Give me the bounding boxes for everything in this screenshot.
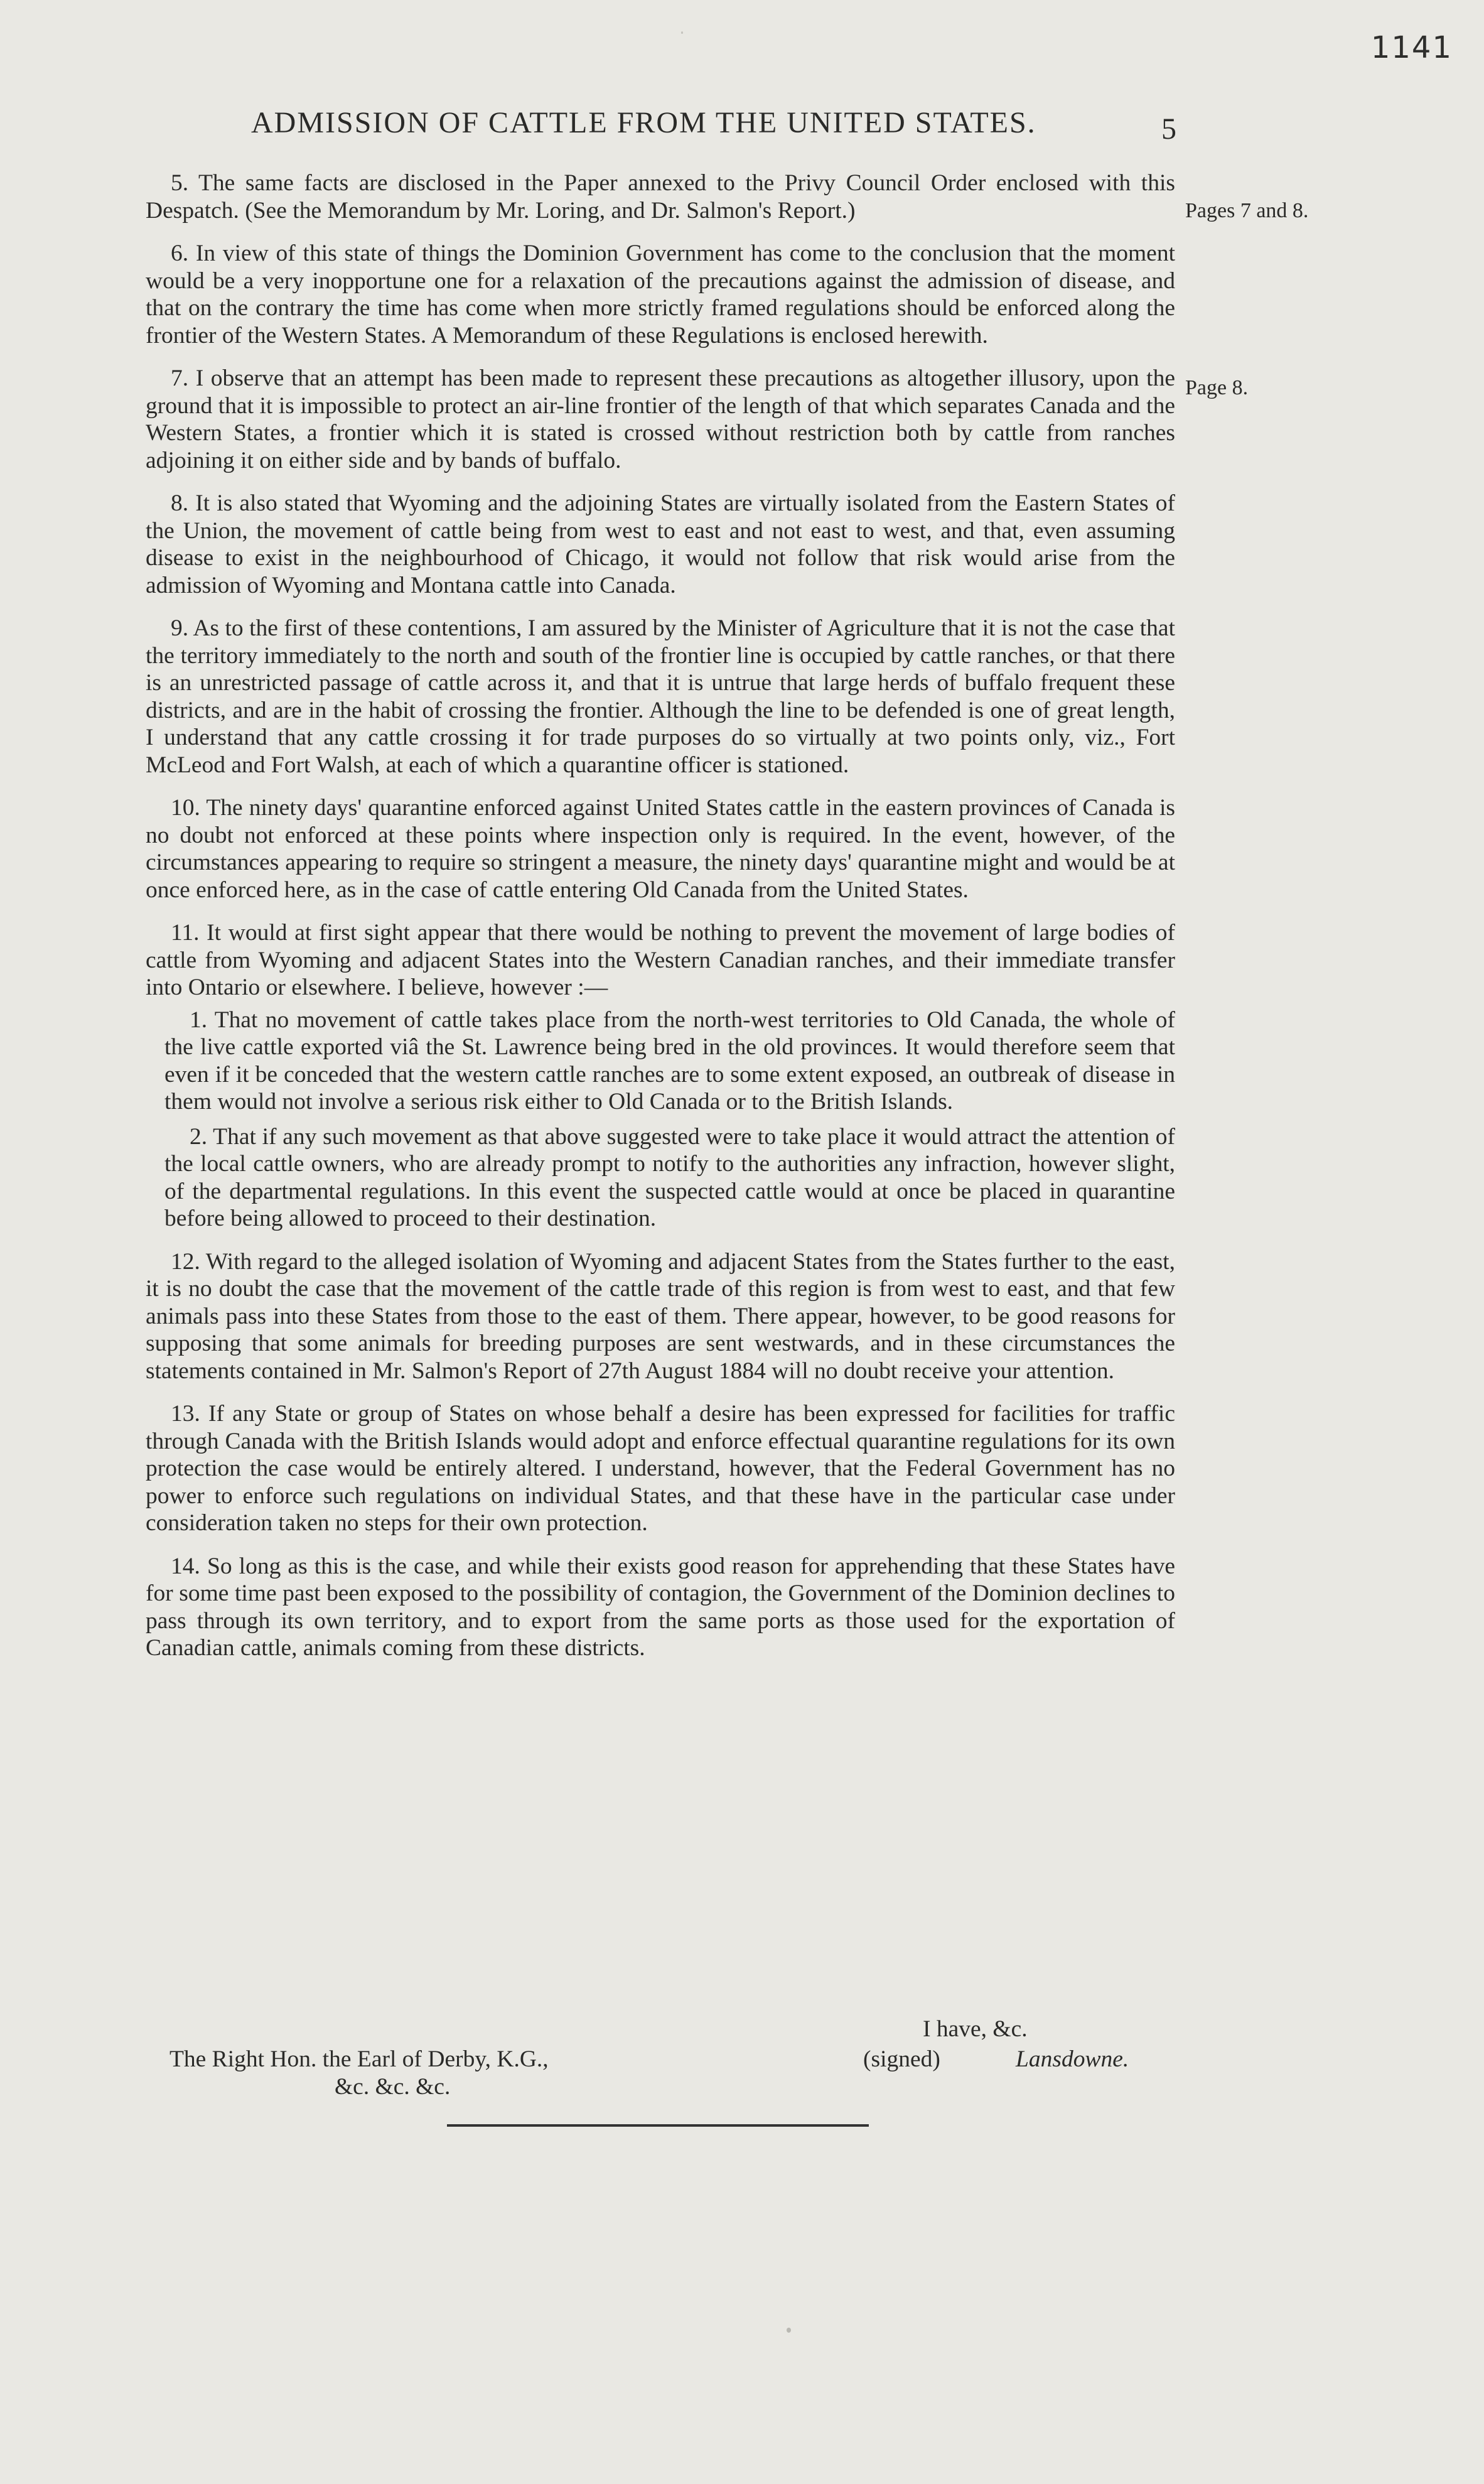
page-number: 5: [1161, 112, 1176, 146]
subpoint-1: 1. That no movement of cattle takes place from the north-west territories to Old Canada, the whole of the live cattle exported viâ the St. Lawrence being bred in the old provinces. It would therefore seem that even if it be conceded that the western cattle ranches are to some extent exposed, an outbreak of disease in them would not involve a serious risk either to Old Canada or to the British Islands.: [164, 1007, 1175, 1115]
paragraph-6: 6. In view of this state of things the Dominion Government has come to the conclusion that the moment would be a very inopportune one for a relaxation of the precautions against the admission of disease, and that on the contrary the time has come when more strictly framed regulations should be enforced along the frontier of the Western States. A Memorandum of these Regulations is enclosed herewith.: [146, 240, 1175, 348]
body-text: [146, 170, 1175, 1678]
paragraph-11: 11. It would at first sight appear that there would be nothing to prevent the movement of large bodies of cattle from Wyoming and adjacent States into the Western Canadian ranches, and their immediate transfer into Ontario or elsewhere. I believe, however :—: [146, 920, 1175, 1000]
paragraph-10: 10. The ninety days' quarantine enforced against United States cattle in the eastern provinces of Canada is no doubt not enforced at these points where inspection only is required. In the event, however, of the circumstances appearing to require so stringent a measure, the ninety days' quarantine might and would be at once enforced here, as in the case of cattle entering Old Canada from the United States.: [146, 795, 1175, 903]
margin-note-pages-7-8: Pages 7 and 8.: [1185, 199, 1309, 222]
folio-number: 1141: [1370, 30, 1453, 65]
running-heading: ADMISSION OF CATTLE FROM THE UNITED STATES.: [251, 106, 1036, 139]
closing-rule: [447, 2124, 869, 2127]
closing-i-have: I have, &c.: [923, 2016, 1028, 2042]
paragraph-9: 9. As to the first of these contentions, I am assured by the Minister of Agriculture that it is not the case that the territory immediately to the north and south of the frontier line is occupied by cattle ranches, or that there is an unrestricted passage of cattle across it, and that it is untrue that large herds of buffalo frequent these districts, and are in the habit of crossing the frontier. Although the line to be defended is one of great length, I understand that any cattle crossing it for trade purposes do so virtually at two points only, viz., Fort McLeod and Fort Walsh, at each of which a quarantine officer is stationed.: [146, 615, 1175, 778]
paragraph-7: 7. I observe that an attempt has been made to represent these precautions as altogether illusory, upon the ground that it is impossible to protect an air-line frontier of the length of that which separates Canada and the Western States, a frontier which it is stated is crossed without restriction both by cattle from ranches adjoining it on either side and by bands of buffalo.: [146, 365, 1175, 473]
paper-speck: [681, 31, 683, 34]
paragraph-12: 12. With regard to the alleged isolation of Wyoming and adjacent States from the States further to the east, it is no doubt the case that the movement of the cattle trade of this region is from west to east, and that few animals pass into these States from those to the east of them. There appear, however, to be good reasons for supposing that some animals for breeding purposes are sent westwards, and in these circumstances the statements contained in Mr. Salmon's Report of 27th August 1884 will no doubt receive your attention.: [146, 1248, 1175, 1384]
margin-note-page-8: Page 8.: [1185, 376, 1249, 399]
signed-label: (signed): [863, 2046, 940, 2072]
paragraph-5: 5. The same facts are disclosed in the Paper annexed to the Privy Council Order enclosed with this Despatch. (See the Memorandum by Mr. Loring, and Dr. Salmon's Report.): [146, 170, 1175, 224]
signatory: Lansdowne.: [1016, 2046, 1129, 2072]
paragraph-13: 13. If any State or group of States on whose behalf a desire has been expressed for facilities for traffic through Canada with the British Islands would adopt and enforce effectual quarantine regulations for its own protection the case would be entirely altered. I understand, however, that the Federal Government has no power to enforce such regulations on individual States, and that these have in the particular case under consideration taken no steps for their own protection.: [146, 1401, 1175, 1536]
subpoint-2: 2. That if any such movement as that above suggested were to take place it would attract the attention of the local cattle owners, who are already prompt to notify to the authorities any infraction, however slight, of the departmental regulations. In this event the suspected cattle would at once be placed in quarantine before being allowed to proceed to their destination.: [164, 1123, 1175, 1231]
addressee-etc: &c. &c. &c.: [335, 2074, 451, 2100]
paragraph-8: 8. It is also stated that Wyoming and the adjoining States are virtually isolated from the Eastern States of the Union, the movement of cattle being from west to east and not east to west, and that, even assuming disease to exist in the neighbourhood of Chicago, it would not follow that risk would arise from the admission of Wyoming and Montana cattle into Canada.: [146, 490, 1175, 598]
paper-speck-lower: [787, 2328, 791, 2333]
paragraph-14: 14. So long as this is the case, and while their exists good reason for apprehending that these States have for some time past been exposed to the possibility of contagion, the Government of the Dominion declines to pass through its own territory, and to export from the same ports as those used for the exportation of Canadian cattle, animals coming from these districts.: [146, 1553, 1175, 1661]
addressee: The Right Hon. the Earl of Derby, K.G.,: [169, 2046, 549, 2072]
